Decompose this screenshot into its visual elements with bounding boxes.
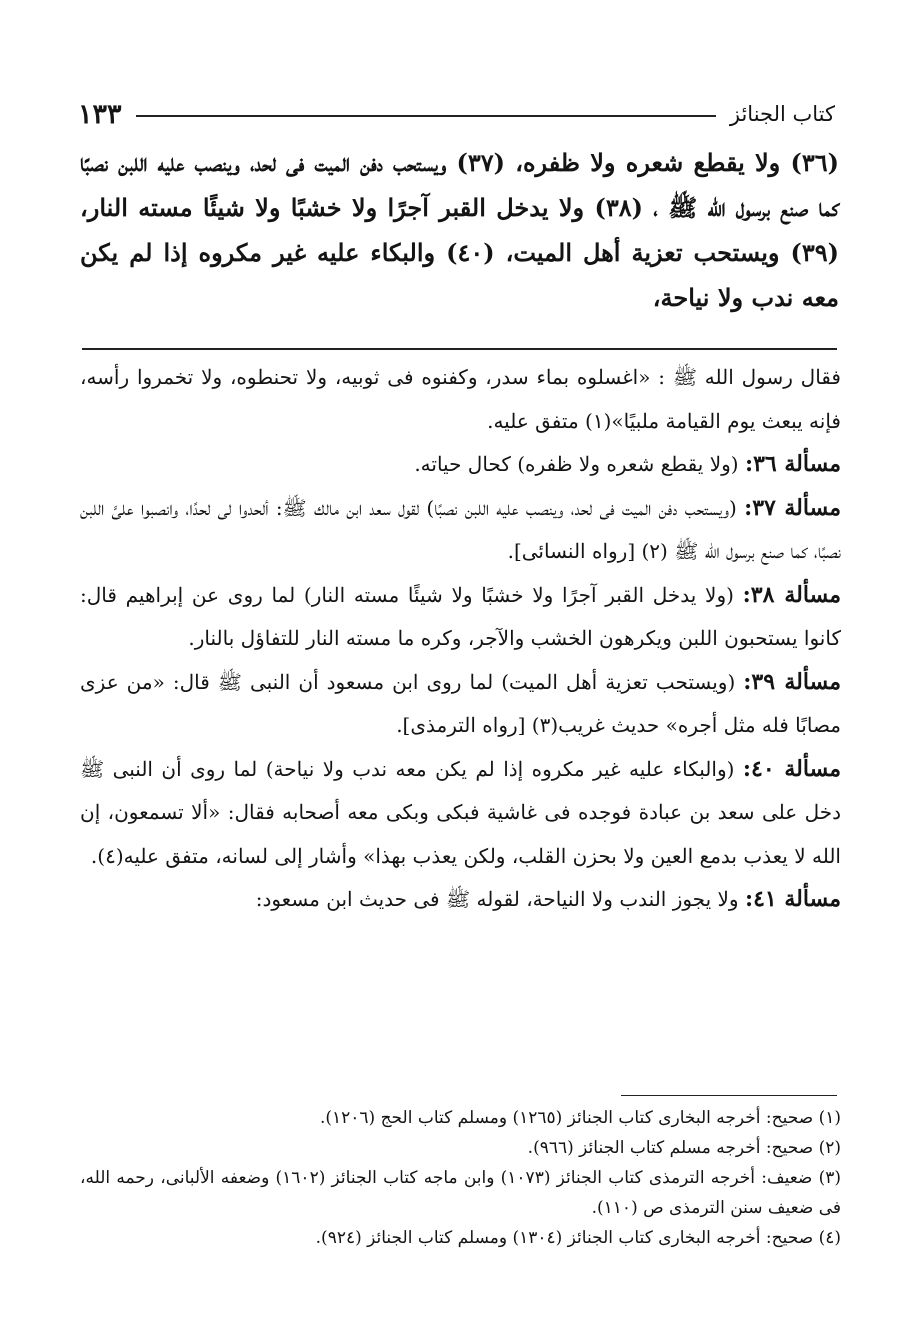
footnote-3: (٣) ضعيف: أخرجه الترمذى كتاب الجنائز (١٠٧٣) وابن ماجه كتاب الجنائز (١٦٠٢) وضعفه الألبانى، رحمه الله، فى ضعيف سنن الترمذى ص (١١٠). xyxy=(80,1168,841,1218)
header-rule xyxy=(136,115,716,117)
matn-separator xyxy=(82,348,837,350)
page-header xyxy=(78,96,835,132)
footnotes xyxy=(80,1103,841,1253)
footnote-1: (١) صحيح: أخرجه البخارى كتاب الجنائز (١٢٦٥) ومسلم كتاب الحج (١٢٠٦). xyxy=(319,1108,841,1128)
masala-label: مسألة ٣٧: xyxy=(744,494,841,521)
commentary xyxy=(80,356,841,922)
masala-41 xyxy=(80,878,841,922)
masala-label: مسألة ٤١: xyxy=(744,886,841,912)
commentary-text: فقال رسول الله ﷺ : «اغسلوه بماء سدر، وكفنوه فى ثوبيه، ولا تحنطوه، ولا تخمروا رأسه، فإنه يبعث يوم القيامة ملبيًا»(١) متفق عليه. xyxy=(80,365,841,433)
masala-36 xyxy=(80,443,841,487)
masala-label: مسألة ٣٩: xyxy=(743,668,841,695)
footnote-2: (٢) صحيح: أخرجه مسلم كتاب الجنائز (٩٦٦). xyxy=(527,1138,841,1158)
masala-40 xyxy=(80,748,841,879)
masala-39 xyxy=(80,661,841,748)
masala-37 xyxy=(80,487,841,574)
masala-label: مسألة ٣٦: xyxy=(744,451,841,477)
masala-label: مسألة ٣٨: xyxy=(742,581,842,608)
masala-text: (ولا يقطع شعره ولا ظفره) كحال حياته. xyxy=(414,452,745,476)
masala-text: (ويستحب تعزية أهل الميت) لما روى ابن مسعود أن النبى ﷺ قال: «من عزى مصابًا فله مثل أجره» حديث غريب(٣) [رواه الترمذى]. xyxy=(80,669,841,737)
masala-text: ولا يجوز الندب ولا النياحة، لقوله ﷺ فى حديث ابن مسعود: xyxy=(255,887,745,911)
footnote-separator xyxy=(621,1095,837,1096)
masala-text: (ويستحب دفن الميت فى لحد، وينصب عليه اللبن نصبًا) لقول سعد ابن مالك ﷺ: ألحدوا لى لحدًا، وانصبوا علىَّ اللبن نصبًا، كما صنع برسول الله ﷺ (٢) [رواه النسائى]. xyxy=(80,495,841,563)
matn-text: (٣٦) ولا يقطع شعره ولا ظفره، (٣٧) ويستحب دفن الميت فى لحد، وينصب عليه اللبن نصبًا كما صنع برسول الله ﷺ ، (٣٨) ولا يدخل القبر آجرًا ولا خشبًا ولا شيئًا مسته النار، (٣٩) ويستحب تعزية أهل الميت، (٤٠) والبكاء عليه غير مكروه إذا لم يكن معه ندب ولا نياحة، xyxy=(80,148,839,312)
footnote-4: (٤) صحيح: أخرجه البخارى كتاب الجنائز (١٣٠٤) ومسلم كتاب الجنائز (٩٢٤). xyxy=(315,1228,841,1248)
masala-text: (والبكاء عليه غير مكروه إذا لم يكن معه ندب ولا نياحة) لما روى أن النبى ﷺ دخل على سعد بن عبادة فوجده فى غاشية فبكى وبكى معه أصحابه فقال: «ألا تسمعون، إن الله لا يعذب بدمع العين ولا بحزن القلب، ولكن يعذب بهذا» وأشار إلى لسانه، متفق عليه(٤). xyxy=(80,756,841,868)
running-title: كتاب الجنائز xyxy=(729,102,835,126)
masala-text: (ولا يدخل القبر آجرًا ولا خشبًا ولا شيئًا مسته النار) لما روى عن إبراهيم قال: كانوا يستحبون اللبن ويكرهون الخشب والآجر، وكره ما مسته النار للتفاؤل بالنار. xyxy=(80,582,841,650)
masala-38 xyxy=(80,574,841,661)
page-number: ١٣٣ xyxy=(78,98,122,130)
masala-label: مسألة ٤٠: xyxy=(742,755,841,782)
commentary-paragraph xyxy=(80,356,841,443)
